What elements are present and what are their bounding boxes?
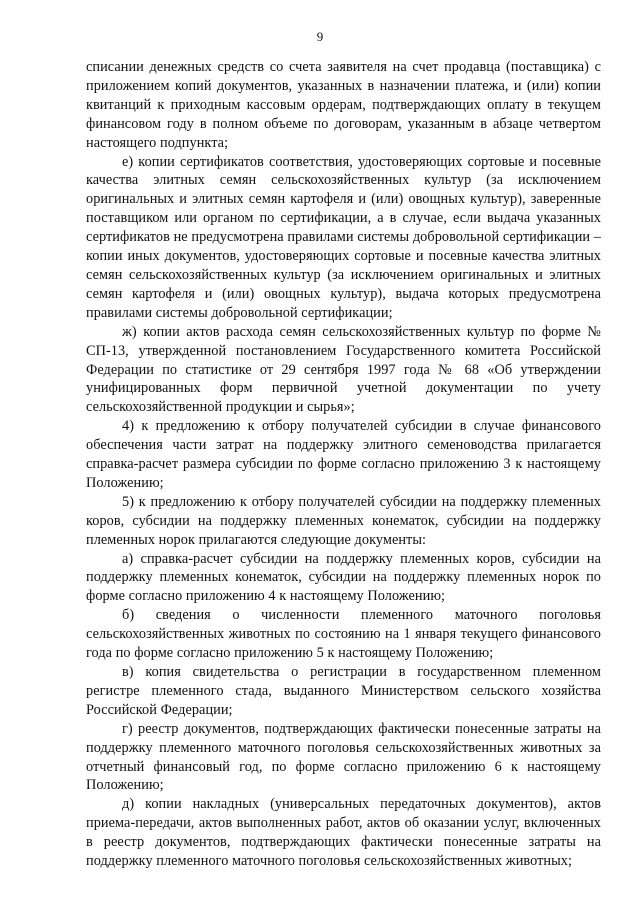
paragraph-item-4: 4) к предложению к отбору получателей субсидии в случае финансового обеспечения части затрат на поддержку элитного семеноводства прилагается справка-расчет размера субсидии по форме согласно приложению 3 к настоящему Положению;	[86, 418, 601, 491]
paragraph-item-a: а) справка-расчет субсидии на поддержку племенных коров, субсидии на поддержку племенных конематок, субсидии на поддержку племенных норок по форме согласно приложению 4 к настоящему Положению;	[86, 550, 601, 605]
paragraph-item-g: г) реестр документов, подтверждающих фактически понесенные затраты на поддержку племенного маточного поголовья сельскохозяйственных животных за отчетный финансовый год, по форме согласно приложению 6 к настоящему Положению;	[86, 720, 601, 794]
paragraph-item-e: е) копии сертификатов соответствия, удостоверяющих сортовые и посевные качества элитных семян сельскохозяйственных культур (за исключением оригинальных и элитных семян картофеля и (или) овощных культур), заверенные поставщиком или органом по сертификации, а в случае, если выдача указанных сертификатов не предусмотрена правилами системы добровольной сертификации – копии иных документов, удостоверяющих сортовые и посевные качества элитных семян сельскохозяйственных культур (за исключением оригинальных и элитных семян картофеля и (или) овощных культур), выдача которых предусмотрена правилами системы добровольной сертификации;	[86, 153, 601, 321]
page-number: 9	[316, 29, 324, 44]
paragraph-item-v: в) копия свидетельства о регистрации в государственном племенном регистре племенного стада, выданного Министерством сельского хозяйства Российской Федерации;	[86, 664, 601, 718]
paragraph-item-5: 5) к предложению к отбору получателей субсидии на поддержку племенных коров, субсидии на поддержку племенных конематок, субсидии на поддержку племенных норок прилагаются следующие документы:	[86, 493, 601, 548]
paragraph-item-b: б) сведения о численности племенного маточного поголовья сельскохозяйственных животных по состоянию на 1 января текущего финансового года по форме согласно приложению 5 к настоящему Положению;	[86, 607, 601, 662]
paragraph-continuation: списании денежных средств со счета заявителя на счет продавца (поставщика) с приложением копий документов, указанных в назначении платежа, и (или) копии квитанций к приходным кассовым ордерам, подтверждающих оплату в текущем финансовом году в полном объеме по договорам, указанным в абзаце четвертом настоящего подпункта;	[86, 59, 601, 151]
document-body	[86, 58, 601, 871]
paragraph-item-d: д) копии накладных (универсальных передаточных документов), актов приема-передачи, актов выполненных работ, актов об оказании услуг, включенных в реестр документов, подтверждающих фактически понесенные затраты на поддержку племенного маточного поголовья сельскохозяйственных животных;	[86, 796, 601, 870]
paragraph-item-zh: ж) копии актов расхода семян сельскохозяйственных культур по форме № СП-13, утвержденной постановлением Государственного комитета Российской Федерации по статистике от 29 сентября 1997 года № 68 «Об утверждении унифицированных форм первичной учетной документации по учету сельскохозяйственной продукции и сырья»;	[86, 323, 601, 416]
